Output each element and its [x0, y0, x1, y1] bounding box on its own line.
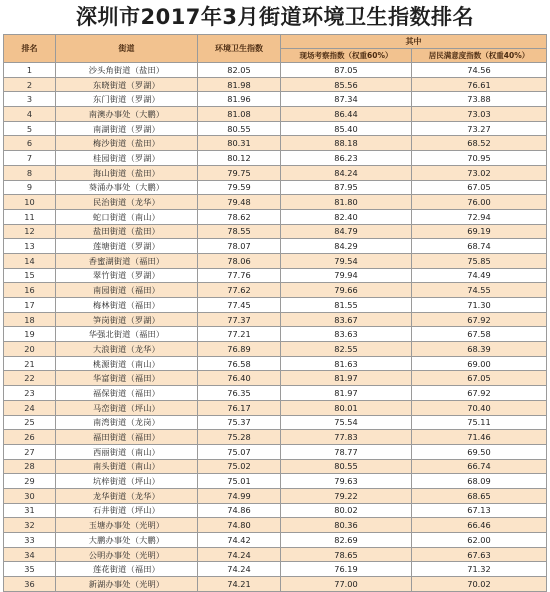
- rank-cell: 15: [4, 268, 56, 283]
- street-cell: 华强北街道（福田）: [56, 327, 198, 342]
- satisfaction-cell: 72.94: [412, 209, 547, 224]
- street-cell: 沙头角街道（盐田）: [56, 63, 198, 78]
- rank-cell: 26: [4, 430, 56, 445]
- header-survey: 现场考察指数（权重60%）: [281, 49, 412, 63]
- survey-cell: 78.77: [281, 444, 412, 459]
- index-cell: 82.05: [198, 63, 281, 78]
- street-cell: 梅林街道（福田）: [56, 298, 198, 313]
- rank-cell: 4: [4, 107, 56, 122]
- survey-cell: 80.55: [281, 459, 412, 474]
- index-cell: 74.24: [198, 562, 281, 577]
- index-cell: 74.24: [198, 547, 281, 562]
- rank-cell: 18: [4, 312, 56, 327]
- index-cell: 77.37: [198, 312, 281, 327]
- table-row: [4, 121, 547, 136]
- index-cell: 80.31: [198, 136, 281, 151]
- survey-cell: 78.65: [281, 547, 412, 562]
- street-cell: 桂园街道（罗湖）: [56, 151, 198, 166]
- header-street: 街道: [56, 35, 198, 63]
- table-row: [4, 136, 547, 151]
- street-cell: 石井街道（坪山）: [56, 503, 198, 518]
- satisfaction-cell: 67.05: [412, 180, 547, 195]
- street-cell: 梅沙街道（盐田）: [56, 136, 198, 151]
- table-row: [4, 298, 547, 313]
- street-cell: 南澳办事处（大鹏）: [56, 107, 198, 122]
- index-cell: 75.07: [198, 444, 281, 459]
- index-cell: 76.35: [198, 386, 281, 401]
- satisfaction-cell: 74.56: [412, 63, 547, 78]
- rank-cell: 21: [4, 356, 56, 371]
- street-cell: 盐田街道（盐田）: [56, 224, 198, 239]
- index-cell: 74.21: [198, 577, 281, 592]
- satisfaction-cell: 69.50: [412, 444, 547, 459]
- table-row: [4, 415, 547, 430]
- street-cell: 南湾街道（龙岗）: [56, 415, 198, 430]
- satisfaction-cell: 70.02: [412, 577, 547, 592]
- satisfaction-cell: 75.11: [412, 415, 547, 430]
- survey-cell: 82.40: [281, 209, 412, 224]
- table-row: [4, 268, 547, 283]
- survey-cell: 83.67: [281, 312, 412, 327]
- street-cell: 桃源街道（南山）: [56, 356, 198, 371]
- index-cell: 76.40: [198, 371, 281, 386]
- street-cell: 龙华街道（龙华）: [56, 488, 198, 503]
- index-cell: 77.62: [198, 283, 281, 298]
- table-row: [4, 577, 547, 592]
- street-cell: 莲塘街道（罗湖）: [56, 239, 198, 254]
- satisfaction-cell: 70.40: [412, 400, 547, 415]
- table-row: [4, 224, 547, 239]
- satisfaction-cell: 69.00: [412, 356, 547, 371]
- satisfaction-cell: 74.49: [412, 268, 547, 283]
- survey-cell: 80.36: [281, 518, 412, 533]
- survey-cell: 79.22: [281, 488, 412, 503]
- satisfaction-cell: 71.32: [412, 562, 547, 577]
- survey-cell: 84.79: [281, 224, 412, 239]
- survey-cell: 87.95: [281, 180, 412, 195]
- rank-cell: 20: [4, 342, 56, 357]
- table-row: [4, 342, 547, 357]
- index-cell: 74.99: [198, 488, 281, 503]
- satisfaction-cell: 74.55: [412, 283, 547, 298]
- table-body: [4, 63, 547, 592]
- satisfaction-cell: 67.13: [412, 503, 547, 518]
- table-row: [4, 253, 547, 268]
- index-cell: 78.07: [198, 239, 281, 254]
- rank-cell: 12: [4, 224, 56, 239]
- header-group: 其中: [281, 35, 547, 49]
- street-cell: 莲花街道（福田）: [56, 562, 198, 577]
- index-cell: 74.86: [198, 503, 281, 518]
- rank-cell: 11: [4, 209, 56, 224]
- satisfaction-cell: 73.03: [412, 107, 547, 122]
- table-row: [4, 547, 547, 562]
- rank-cell: 16: [4, 283, 56, 298]
- index-cell: 74.80: [198, 518, 281, 533]
- index-cell: 80.12: [198, 151, 281, 166]
- table-row: [4, 533, 547, 548]
- index-cell: 77.45: [198, 298, 281, 313]
- street-cell: 玉塘办事处（光明）: [56, 518, 198, 533]
- street-cell: 香蜜湖街道（福田）: [56, 253, 198, 268]
- rank-cell: 19: [4, 327, 56, 342]
- survey-cell: 84.24: [281, 165, 412, 180]
- table-row: [4, 562, 547, 577]
- satisfaction-cell: 67.58: [412, 327, 547, 342]
- survey-cell: 80.01: [281, 400, 412, 415]
- survey-cell: 77.83: [281, 430, 412, 445]
- satisfaction-cell: 66.74: [412, 459, 547, 474]
- table-row: [4, 77, 547, 92]
- table-row: [4, 92, 547, 107]
- page-title: 深圳市2017年3月街道环境卫生指数排名: [75, 5, 475, 29]
- satisfaction-cell: 71.46: [412, 430, 547, 445]
- survey-cell: 82.55: [281, 342, 412, 357]
- survey-cell: 87.34: [281, 92, 412, 107]
- index-cell: 78.55: [198, 224, 281, 239]
- survey-cell: 85.56: [281, 77, 412, 92]
- satisfaction-cell: 73.27: [412, 121, 547, 136]
- index-cell: 80.55: [198, 121, 281, 136]
- index-cell: 76.17: [198, 400, 281, 415]
- satisfaction-cell: 67.63: [412, 547, 547, 562]
- satisfaction-cell: 73.88: [412, 92, 547, 107]
- table-row: [4, 195, 547, 210]
- street-cell: 西丽街道（南山）: [56, 444, 198, 459]
- index-cell: 75.37: [198, 415, 281, 430]
- rank-cell: 28: [4, 459, 56, 474]
- rank-cell: 1: [4, 63, 56, 78]
- index-cell: 76.89: [198, 342, 281, 357]
- rank-cell: 14: [4, 253, 56, 268]
- table-row: [4, 165, 547, 180]
- survey-cell: 82.69: [281, 533, 412, 548]
- table-row: [4, 209, 547, 224]
- rank-cell: 13: [4, 239, 56, 254]
- satisfaction-cell: 68.52: [412, 136, 547, 151]
- index-cell: 77.76: [198, 268, 281, 283]
- survey-cell: 87.05: [281, 63, 412, 78]
- table-row: [4, 503, 547, 518]
- survey-cell: 77.00: [281, 577, 412, 592]
- index-cell: 81.96: [198, 92, 281, 107]
- table-row: [4, 356, 547, 371]
- satisfaction-cell: 71.30: [412, 298, 547, 313]
- rank-cell: 24: [4, 400, 56, 415]
- header-satisfaction: 居民满意度指数（权重40%）: [412, 49, 547, 63]
- table-header: [4, 35, 547, 63]
- street-cell: 南头街道（南山）: [56, 459, 198, 474]
- satisfaction-cell: 73.02: [412, 165, 547, 180]
- satisfaction-cell: 76.00: [412, 195, 547, 210]
- table-row: [4, 63, 547, 78]
- street-cell: 大浪街道（龙华）: [56, 342, 198, 357]
- survey-cell: 79.66: [281, 283, 412, 298]
- rank-cell: 9: [4, 180, 56, 195]
- table-row: [4, 239, 547, 254]
- rank-cell: 27: [4, 444, 56, 459]
- satisfaction-cell: 69.19: [412, 224, 547, 239]
- satisfaction-cell: 68.65: [412, 488, 547, 503]
- index-cell: 77.21: [198, 327, 281, 342]
- satisfaction-cell: 66.46: [412, 518, 547, 533]
- rank-cell: 36: [4, 577, 56, 592]
- header-index: 环境卫生指数: [198, 35, 281, 63]
- rank-cell: 10: [4, 195, 56, 210]
- street-cell: 福田街道（福田）: [56, 430, 198, 445]
- survey-cell: 81.80: [281, 195, 412, 210]
- table-row: [4, 430, 547, 445]
- rank-cell: 22: [4, 371, 56, 386]
- table-row: [4, 386, 547, 401]
- rank-cell: 7: [4, 151, 56, 166]
- index-cell: 78.06: [198, 253, 281, 268]
- table-row: [4, 283, 547, 298]
- street-cell: 公明办事处（光明）: [56, 547, 198, 562]
- street-cell: 葵涌办事处（大鹏）: [56, 180, 198, 195]
- rank-cell: 6: [4, 136, 56, 151]
- street-cell: 大鹏办事处（大鹏）: [56, 533, 198, 548]
- table-row: [4, 400, 547, 415]
- table-row: [4, 444, 547, 459]
- satisfaction-cell: 67.05: [412, 371, 547, 386]
- index-cell: 81.08: [198, 107, 281, 122]
- rank-cell: 25: [4, 415, 56, 430]
- street-cell: 笋岗街道（罗湖）: [56, 312, 198, 327]
- satisfaction-cell: 67.92: [412, 312, 547, 327]
- table-row: [4, 371, 547, 386]
- rank-cell: 3: [4, 92, 56, 107]
- table-row: [4, 107, 547, 122]
- street-cell: 福保街道（福田）: [56, 386, 198, 401]
- table-row: [4, 180, 547, 195]
- survey-cell: 88.18: [281, 136, 412, 151]
- satisfaction-cell: 67.92: [412, 386, 547, 401]
- table-row: [4, 474, 547, 489]
- table-row: [4, 151, 547, 166]
- index-cell: 78.62: [198, 209, 281, 224]
- street-cell: 坑梓街道（坪山）: [56, 474, 198, 489]
- survey-cell: 80.02: [281, 503, 412, 518]
- ranking-table: [3, 34, 547, 592]
- index-cell: 79.59: [198, 180, 281, 195]
- table-row: [4, 488, 547, 503]
- rank-cell: 34: [4, 547, 56, 562]
- street-cell: 南湖街道（罗湖）: [56, 121, 198, 136]
- survey-cell: 86.44: [281, 107, 412, 122]
- table-row: [4, 327, 547, 342]
- index-cell: 75.28: [198, 430, 281, 445]
- rank-cell: 33: [4, 533, 56, 548]
- table-row: [4, 518, 547, 533]
- survey-cell: 76.19: [281, 562, 412, 577]
- survey-cell: 79.54: [281, 253, 412, 268]
- index-cell: 79.48: [198, 195, 281, 210]
- street-cell: 海山街道（盐田）: [56, 165, 198, 180]
- index-cell: 76.58: [198, 356, 281, 371]
- rank-cell: 5: [4, 121, 56, 136]
- survey-cell: 79.63: [281, 474, 412, 489]
- street-cell: 华富街道（福田）: [56, 371, 198, 386]
- satisfaction-cell: 75.85: [412, 253, 547, 268]
- satisfaction-cell: 76.61: [412, 77, 547, 92]
- street-cell: 新湖办事处（光明）: [56, 577, 198, 592]
- survey-cell: 81.97: [281, 371, 412, 386]
- street-cell: 南园街道（福田）: [56, 283, 198, 298]
- rank-cell: 35: [4, 562, 56, 577]
- survey-cell: 81.55: [281, 298, 412, 313]
- index-cell: 75.02: [198, 459, 281, 474]
- satisfaction-cell: 70.95: [412, 151, 547, 166]
- street-cell: 东门街道（罗湖）: [56, 92, 198, 107]
- street-cell: 马峦街道（坪山）: [56, 400, 198, 415]
- rank-cell: 29: [4, 474, 56, 489]
- rank-cell: 2: [4, 77, 56, 92]
- rank-cell: 30: [4, 488, 56, 503]
- index-cell: 81.98: [198, 77, 281, 92]
- header-rank: 排名: [4, 35, 56, 63]
- street-cell: 翠竹街道（罗湖）: [56, 268, 198, 283]
- index-cell: 79.75: [198, 165, 281, 180]
- rank-cell: 8: [4, 165, 56, 180]
- survey-cell: 86.23: [281, 151, 412, 166]
- survey-cell: 79.94: [281, 268, 412, 283]
- street-cell: 蛇口街道（南山）: [56, 209, 198, 224]
- satisfaction-cell: 68.39: [412, 342, 547, 357]
- street-cell: 民治街道（龙华）: [56, 195, 198, 210]
- survey-cell: 75.54: [281, 415, 412, 430]
- table-row: [4, 459, 547, 474]
- index-cell: 74.42: [198, 533, 281, 548]
- rank-cell: 31: [4, 503, 56, 518]
- rank-cell: 32: [4, 518, 56, 533]
- survey-cell: 84.29: [281, 239, 412, 254]
- satisfaction-cell: 68.74: [412, 239, 547, 254]
- survey-cell: 81.97: [281, 386, 412, 401]
- survey-cell: 83.63: [281, 327, 412, 342]
- rank-cell: 17: [4, 298, 56, 313]
- table-row: [4, 312, 547, 327]
- satisfaction-cell: 68.09: [412, 474, 547, 489]
- survey-cell: 85.40: [281, 121, 412, 136]
- index-cell: 75.01: [198, 474, 281, 489]
- street-cell: 东晓街道（罗湖）: [56, 77, 198, 92]
- satisfaction-cell: 62.00: [412, 533, 547, 548]
- rank-cell: 23: [4, 386, 56, 401]
- survey-cell: 81.63: [281, 356, 412, 371]
